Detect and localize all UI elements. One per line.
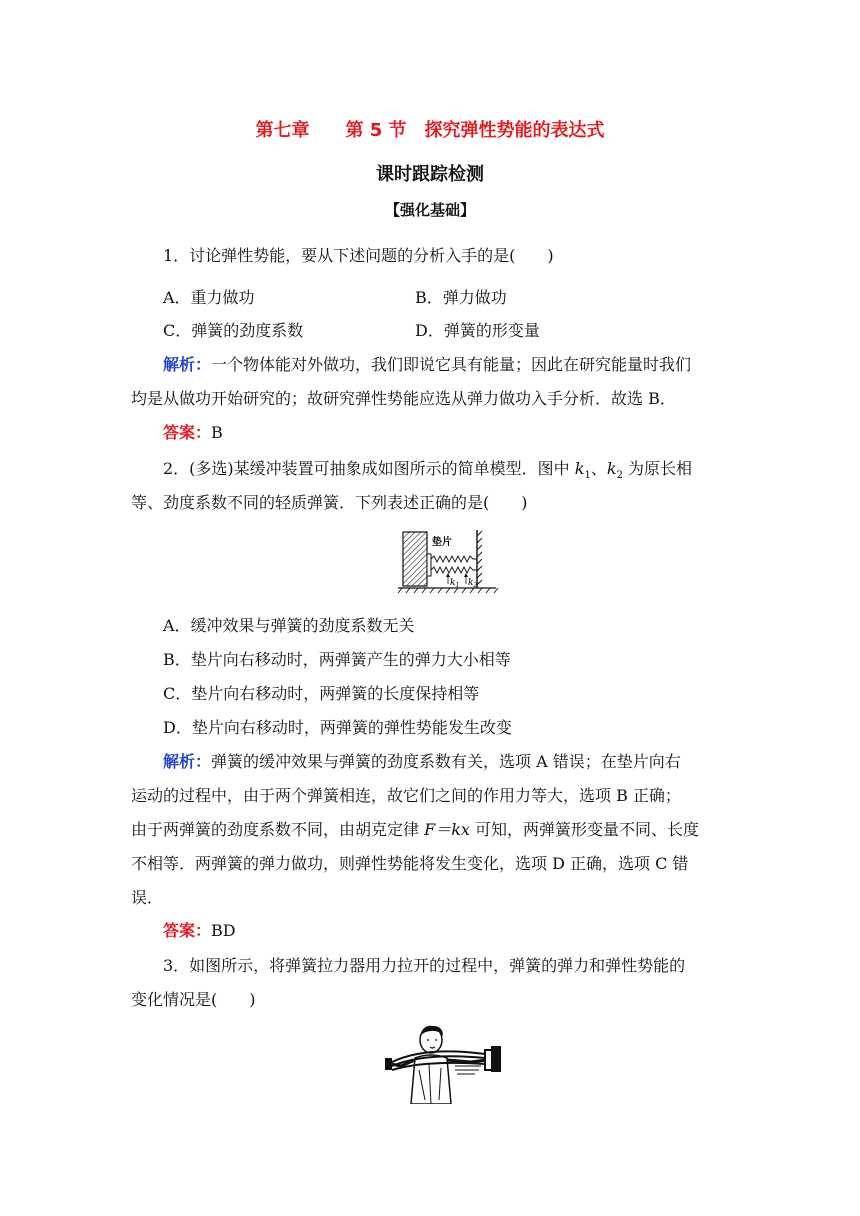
q2-answer-value: BD xyxy=(211,921,236,940)
q2-k2-sub: 2 xyxy=(616,470,623,482)
q2-analysis-line2: 运动的过程中，由于两个弹簧相连，故它们之间的作用力等大，选项 B 正确； xyxy=(131,786,681,805)
q2-k1: k xyxy=(574,459,585,478)
chapter-title: 第七章 第 5 节 探究弹性势能的表达式 xyxy=(255,120,605,141)
q2-option-a: A．缓冲效果与弹簧的劲度系数无关 xyxy=(163,616,415,635)
block-shape xyxy=(403,532,427,586)
left-handle xyxy=(385,1058,392,1070)
q1-option-c: C．弹簧的劲度系数 xyxy=(163,321,304,340)
q1-analysis-line2: 均是从做功开始研究的；故研究弹性势能应选从弹力做功入手分析．故选 B． xyxy=(131,389,676,408)
q2-stem-line1 xyxy=(163,456,692,481)
q2-option-d: D．垫片向右移动时，两弹簧的弹性势能发生改变 xyxy=(163,718,512,737)
hooke-formula: F＝kx xyxy=(424,820,470,839)
page-subtitle: 课时跟踪检测 xyxy=(376,164,484,185)
pad-shape xyxy=(427,554,431,576)
section-heading: 【强化基础】 xyxy=(384,201,475,219)
wall-hatch xyxy=(477,531,482,585)
q2-analysis-label: 解析： xyxy=(163,752,212,771)
q1-analysis-line1 xyxy=(163,352,691,375)
q1-option-d: D．弹簧的形变量 xyxy=(415,321,540,340)
k2-label: $k_2$ xyxy=(468,578,478,589)
q2-stem-line2: 等、劲度系数不同的轻质弹簧．下列表述正确的是( ) xyxy=(131,493,528,512)
q2-k2: k xyxy=(606,459,617,478)
q2-analysis-text1: 弹簧的缓冲效果与弹簧的劲度系数有关，选项 A 错误；在垫片向右 xyxy=(211,752,681,771)
pad-label: 垫片 xyxy=(432,537,452,548)
q2-stem-pre: 2．(多选)某缓冲装置可抽象成如图所示的简单模型．图中 xyxy=(163,459,575,478)
q2-analysis-line4: 不相等．两弹簧的弹力做功，则弹性势能将发生变化，选项 D 正确，选项 C 错 xyxy=(131,854,689,873)
q2-stem-post: 为原长相 xyxy=(622,459,693,478)
q2-analysis-line1 xyxy=(163,749,681,772)
spring-k2 xyxy=(431,567,477,573)
q1-answer xyxy=(163,420,223,443)
q3-stem-line1: 3．如图所示，将弹簧拉力器用力拉开的过程中，弹簧的弹力和弹性势能的 xyxy=(163,956,686,975)
buffer-device-figure xyxy=(396,528,504,596)
q1-option-b: B．弹力做功 xyxy=(415,288,507,307)
q2-option-c: C．垫片向右移动时，两弹簧的长度保持相等 xyxy=(163,684,480,703)
spring-expander-figure xyxy=(385,1020,507,1104)
q2-answer-label: 答案： xyxy=(163,921,212,940)
q1-analysis-text1: 一个物体能对外做功，我们即说它具有能量；因此在研究能量时我们 xyxy=(211,355,692,374)
q2-analysis-line5: 误． xyxy=(131,888,164,907)
q2-k1-sub: 1 xyxy=(584,470,591,482)
q1-analysis-label: 解析： xyxy=(163,355,212,374)
spring-k1 xyxy=(431,556,477,562)
q2-option-b: B．垫片向右移动时，两弹簧产生的弹力大小相等 xyxy=(163,650,511,669)
q1-option-a: A．重力做功 xyxy=(163,288,255,307)
q1-answer-label: 答案： xyxy=(163,423,212,442)
q1-stem: 1．讨论弹性势能，要从下述问题的分析入手的是( ) xyxy=(163,246,554,265)
q2-analysis-line3 xyxy=(131,817,699,840)
ground-hatch xyxy=(398,588,498,593)
q2-answer xyxy=(163,918,236,941)
q2-analysis-text3-post: 可知，两弹簧形变量不同、长度 xyxy=(469,820,700,839)
q2-analysis-text3-pre: 由于两弹簧的劲度系数不同，由胡克定律 xyxy=(131,820,425,839)
q2-sep: 、 xyxy=(590,459,607,478)
q3-stem-line2: 变化情况是( ) xyxy=(131,990,256,1009)
k1-label: $k_1$ xyxy=(450,578,460,589)
q1-answer-value: B xyxy=(211,423,223,442)
